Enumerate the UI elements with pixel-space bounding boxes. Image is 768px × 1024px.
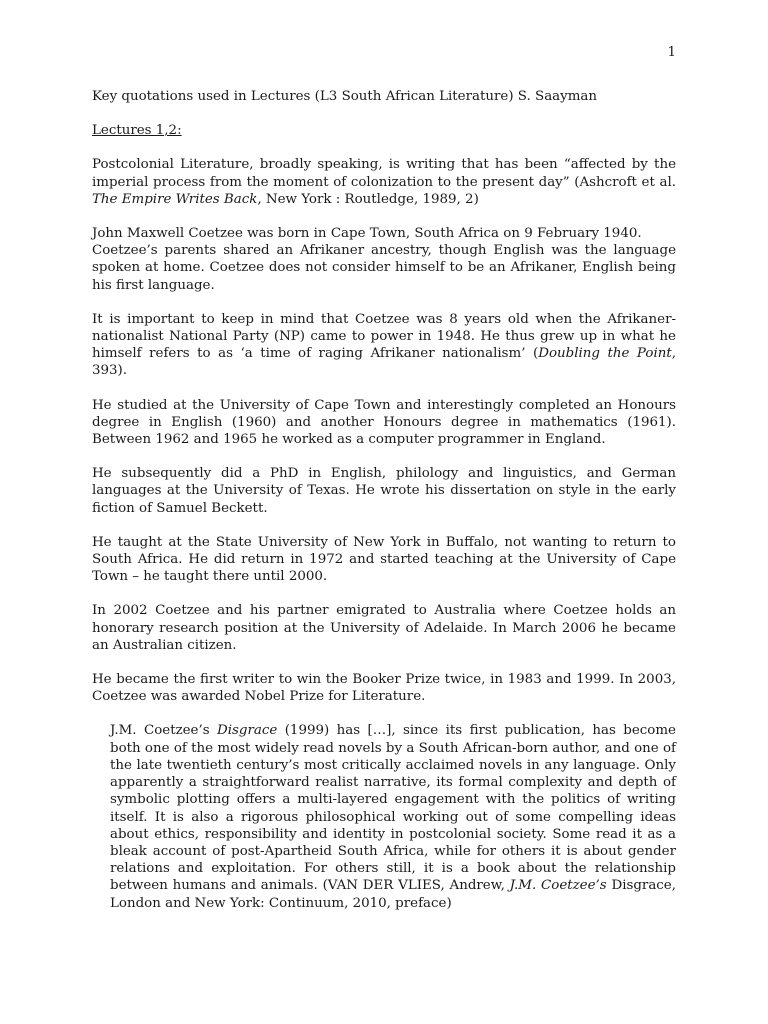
block-quotation (110, 722, 676, 911)
paragraph-parents: Coetzee’s parents shared an Afrikaner ancestry, though English was the language spoken at home. Coetzee does not consider himself to be an Afrikaner, English being his first language. (92, 243, 676, 293)
quote-text: Disgrace, London and New York: Continuum, 2010, preface) (110, 878, 676, 911)
document-body (92, 88, 676, 929)
paragraph-postcolonial (92, 156, 676, 208)
book-title: Disgrace (217, 723, 278, 739)
section-heading: Lectures 1,2: (92, 123, 182, 139)
document-title: Key quotations used in Lectures (L3 South African Literature) S. Saayman (92, 89, 598, 104)
paragraph-text: , New York : Routledge, 1989, 2) (257, 191, 479, 207)
paragraph-teaching: He taught at the State University of New York in Buffalo, not wanting to return to South Africa. He did return in 1972 and started teaching at the University of Cape Town – he taught there until 2000. (92, 534, 676, 585)
quote-text: (1999) has […], since its first publication, has become both one of the most widely read novels by a South African-born author, and one of the late twentieth century’s most critically acclaimed novels in any language. Only apparently a straightforward realist narrative, its formal complexity and depth of symbolic plotting offers a multi-layered engagement with the politics of writing itself. It is also a rigorous philosophical working out of some compelling ideas about ethics, responsibility and identity in postcolonial society. Some read it as a bleak account of post-Apartheid South Africa, while for others it is about gender relations and exploitation. For others still, it is a book about the relationship between humans and animals. (VAN DER VLIES, Andrew, (110, 723, 676, 894)
paragraph-nationalism (92, 311, 676, 380)
paragraph-phd: He subsequently did a PhD in English, philology and linguistics, and German languages at the University of Texas. He wrote his dissertation on style in the early fiction of Samuel Beckett. (92, 466, 676, 516)
book-title: The Empire Writes Back (92, 191, 258, 207)
book-title: Doubling the Point (538, 346, 672, 362)
paragraph-birth: John Maxwell Coetzee was born in Cape Town, South Africa on 9 February 1940. (92, 226, 642, 242)
paragraph-text: It is important to keep in mind that Coetzee was 8 years old when the Afrikaner-nationalist National Party (NP) came to power in 1948. He thus grew up in what he himself refers to as ‘a time of raging Afrikaner nationalism’ ( (92, 311, 676, 362)
paragraph-text: , 393). (92, 346, 677, 379)
book-title: J.M. Coetzee’s (509, 878, 607, 894)
paragraph-education: He studied at the University of Cape Town and interestingly completed an Honours degree in English (1960) and another Honours degree in mathematics (1961). Between 1962 and 1965 he worked as a computer programmer in England. (92, 397, 676, 448)
paragraph-australia: In 2002 Coetzee and his partner emigrated to Australia where Coetzee holds an honorary research position at the University of Adelaide. In March 2006 he became an Australian citizen. (92, 603, 676, 653)
paragraph-booker: He became the first writer to win the Booker Prize twice, in 1983 and 1999. In 2003, Coetzee was awarded Nobel Prize for Literature. (92, 672, 676, 705)
page-number: 1 (667, 45, 676, 60)
quote-text: J.M. Coetzee’s (110, 723, 218, 739)
paragraph-text: Postcolonial Literature, broadly speaking, is writing that has been “affected by the imperial process from the moment of colonization to the present day” (Ashcroft et al. (92, 157, 676, 190)
